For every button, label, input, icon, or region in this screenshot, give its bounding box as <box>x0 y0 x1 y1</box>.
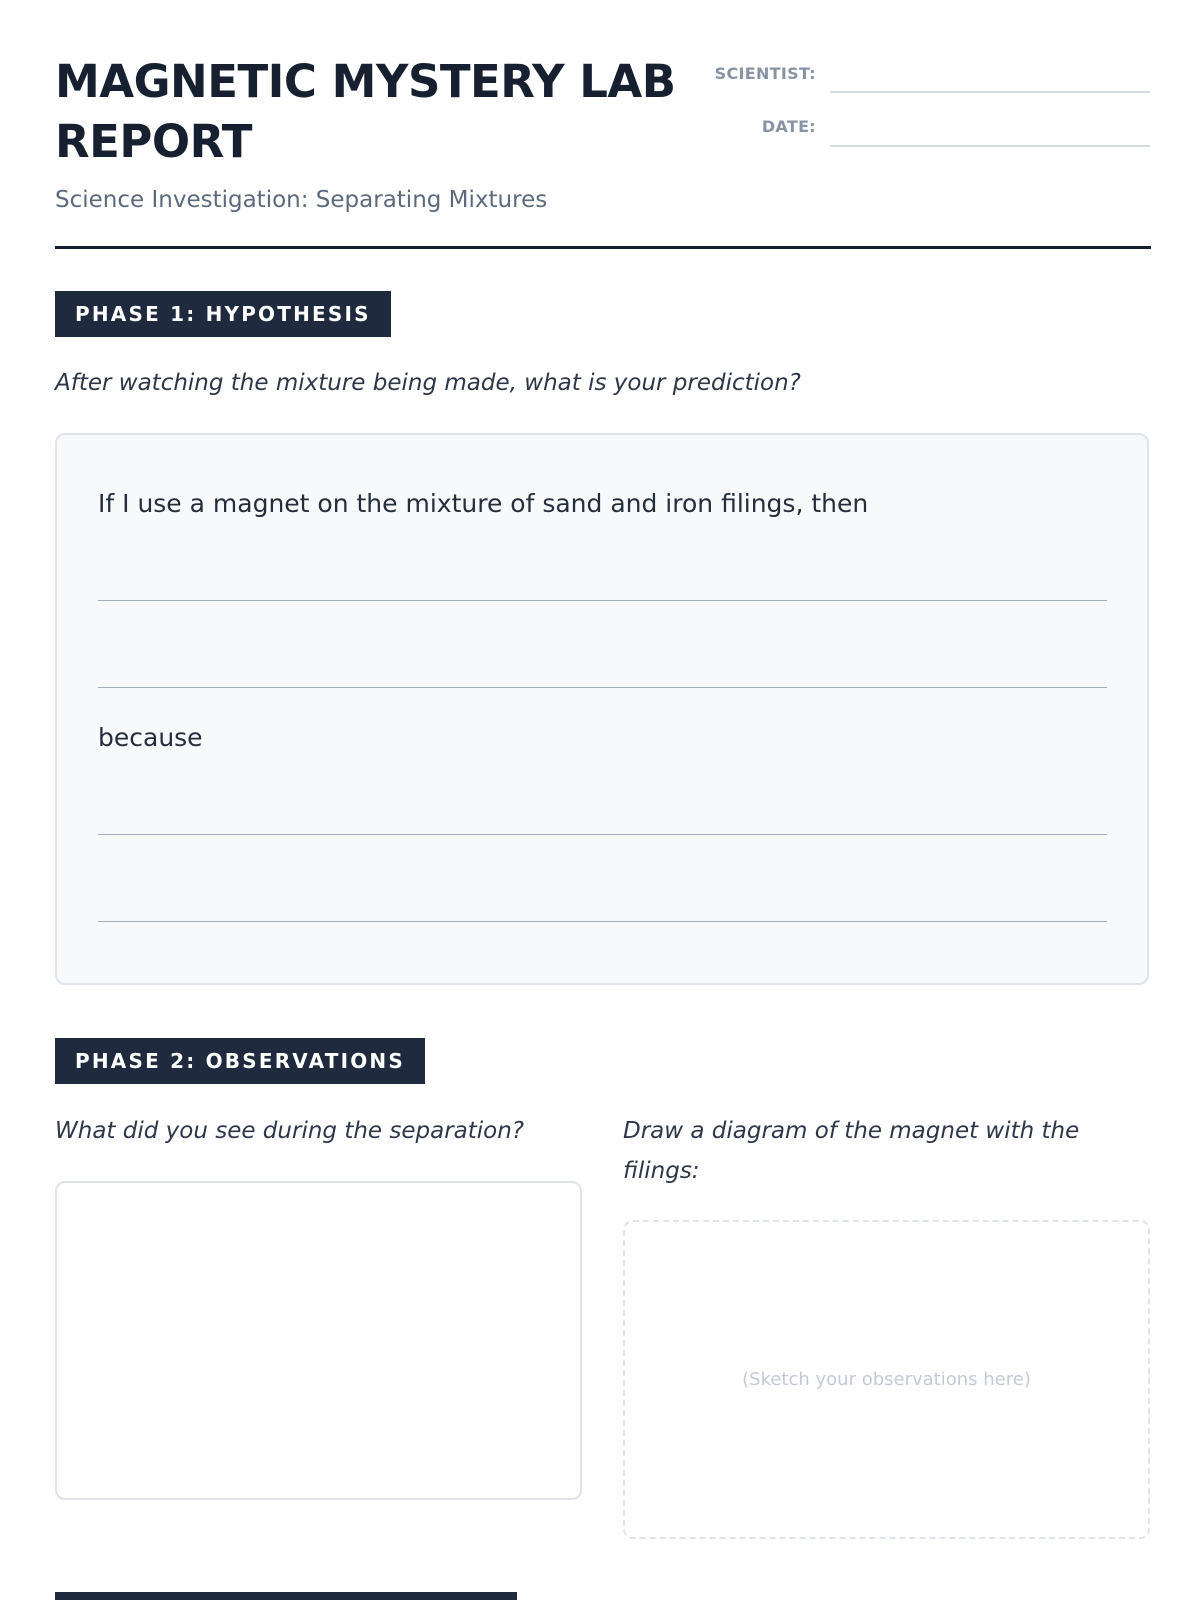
date-label: DATE: <box>761 117 816 136</box>
header-divider <box>55 246 1151 249</box>
hypothesis-box <box>55 433 1149 985</box>
hypothesis-line-2[interactable] <box>98 687 1107 688</box>
phase1-badge: PHASE 1: HYPOTHESIS <box>55 291 391 337</box>
sketch-hint: (Sketch your observations here) <box>742 1369 1031 1390</box>
reason-line-2[interactable] <box>98 921 1107 922</box>
scientist-label: SCIENTIST: <box>714 64 816 83</box>
page-title: MAGNETIC MYSTERY LAB REPORT <box>55 55 676 168</box>
phase1-prompt: After watching the mixture being made, what is your prediction? <box>55 370 801 396</box>
hypothesis-line-1[interactable] <box>98 600 1107 601</box>
date-field[interactable] <box>830 145 1150 147</box>
next-phase-badge-edge <box>55 1592 517 1600</box>
reason-line-1[interactable] <box>98 834 1107 835</box>
hypothesis-sentence-start: If I use a magnet on the mixture of sand and iron filings, then <box>98 489 869 518</box>
phase2-badge: PHASE 2: OBSERVATIONS <box>55 1038 425 1084</box>
sketch-area[interactable] <box>623 1220 1150 1539</box>
page-subtitle: Science Investigation: Separating Mixtures <box>55 187 548 213</box>
scientist-field[interactable] <box>830 91 1150 93</box>
observation-prompt: What did you see during the separation? <box>55 1118 525 1144</box>
observation-answer-box[interactable] <box>55 1181 582 1500</box>
diagram-prompt: Draw a diagram of the magnet with the filings: <box>623 1118 1080 1184</box>
hypothesis-because: because <box>98 723 203 752</box>
